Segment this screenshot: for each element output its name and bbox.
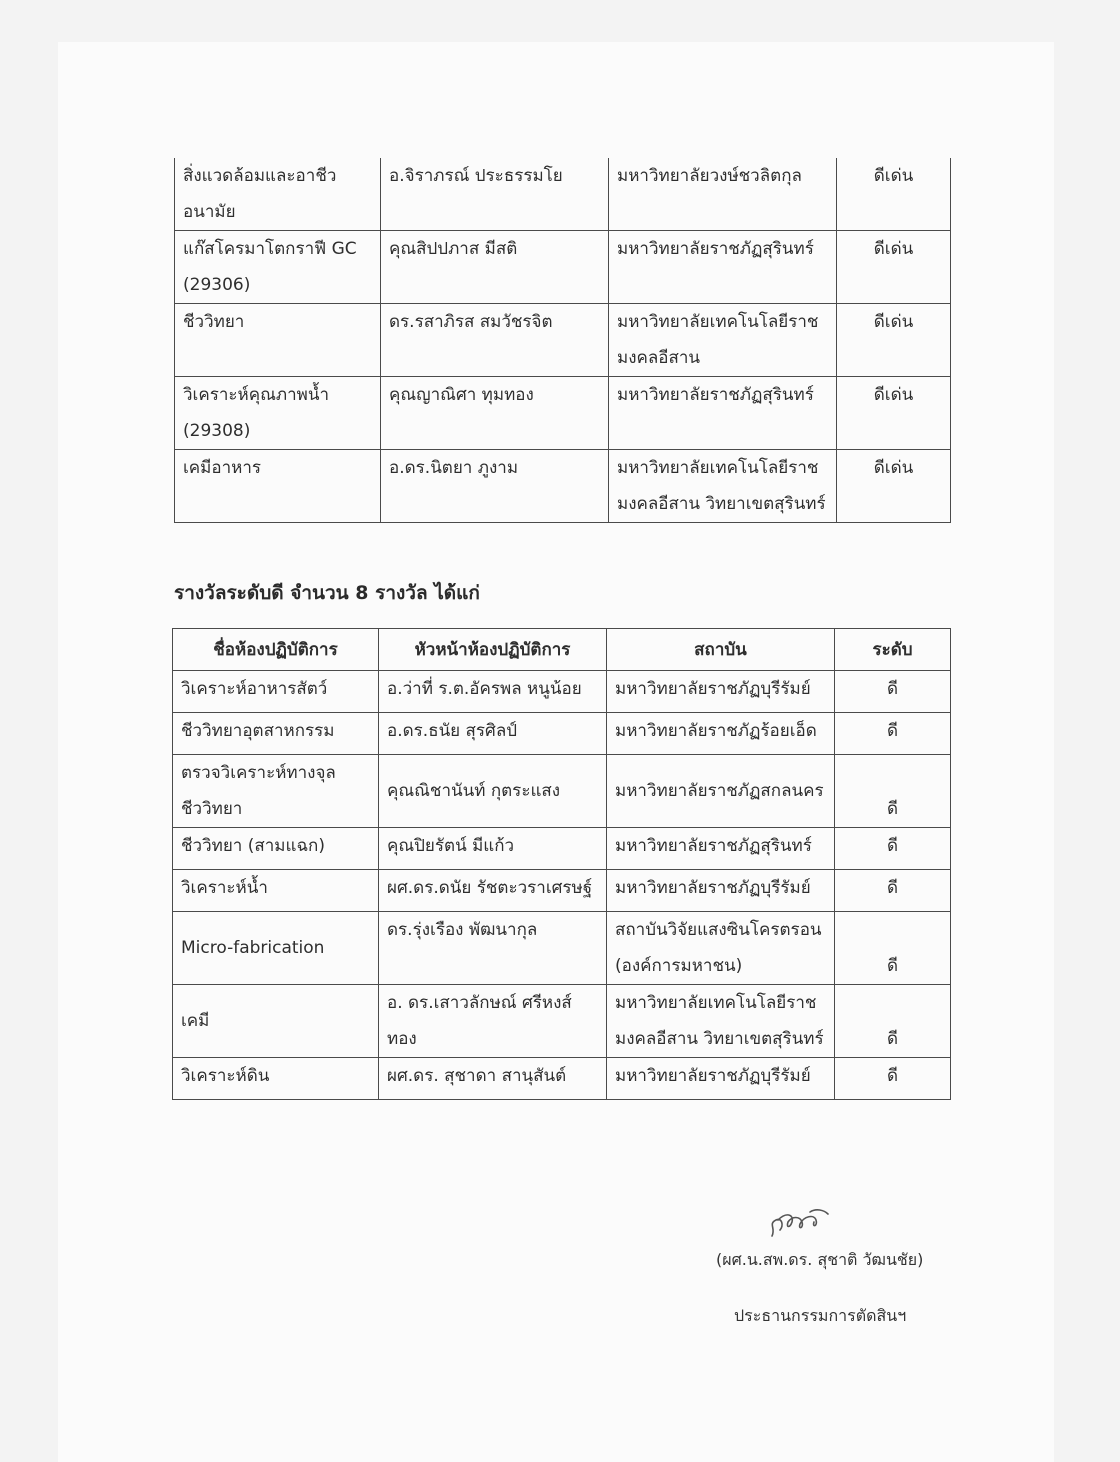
table-row xyxy=(173,1058,951,1100)
institution-cell: มหาวิทยาลัยราชภัฏสกลนคร xyxy=(607,755,835,828)
lab-head-cell: ผศ.ดร. สุชาดา สานุสันต์ xyxy=(379,1058,607,1100)
lab-name-cell: วิเคราะห์คุณภาพน้ำ (29308) xyxy=(175,377,381,450)
award-table-outstanding xyxy=(174,158,951,523)
level-cell: ดี xyxy=(835,755,951,828)
level-cell: ดี xyxy=(835,870,951,912)
lab-name-cell: ชีววิทยา (สามแฉก) xyxy=(173,828,379,870)
lab-head-cell: อ.ว่าที่ ร.ต.อัครพล หนูน้อย xyxy=(379,671,607,713)
level-cell: ดีเด่น xyxy=(837,450,951,523)
institution-cell: มหาวิทยาลัยราชภัฏร้อยเอ็ด xyxy=(607,713,835,755)
handwritten-signature xyxy=(758,1206,838,1242)
column-header-lab: ชื่อห้องปฏิบัติการ xyxy=(173,629,379,671)
institution-cell: มหาวิทยาลัยวงษ์ชวลิตกุล xyxy=(609,158,837,231)
level-cell: ดีเด่น xyxy=(837,158,951,231)
lab-head-cell: ดร.รสาภิรส สมวัชรจิต xyxy=(381,304,609,377)
table-row xyxy=(173,828,951,870)
table-row xyxy=(175,450,951,523)
level-cell: ดี xyxy=(835,985,951,1058)
lab-name-cell: ชีววิทยาอุตสาหกรรม xyxy=(173,713,379,755)
award-table-good xyxy=(172,628,951,1100)
institution-cell: มหาวิทยาลัยราชภัฏบุรีรัมย์ xyxy=(607,1058,835,1100)
signer-title: ประธานกรรมการตัดสินฯ xyxy=(734,1306,907,1325)
lab-head-cell: อ.จิราภรณ์ ประธรรมโย xyxy=(381,158,609,231)
institution-cell: มหาวิทยาลัยเทคโนโลยีราชมงคลอีสาน วิทยาเขตสุรินทร์ xyxy=(609,450,837,523)
lab-name-cell: เคมีอาหาร xyxy=(175,450,381,523)
level-cell: ดีเด่น xyxy=(837,377,951,450)
lab-name-cell: Micro-fabrication xyxy=(173,912,379,985)
level-cell: ดี xyxy=(835,1058,951,1100)
column-header-level: ระดับ xyxy=(835,629,951,671)
table-row xyxy=(173,755,951,828)
signer-name: (ผศ.น.สพ.ดร. สุชาติ วัฒนชัย) xyxy=(716,1250,924,1269)
institution-cell: มหาวิทยาลัยราชภัฏสุรินทร์ xyxy=(607,828,835,870)
lab-name-cell: ตรวจวิเคราะห์ทางจุลชีววิทยา xyxy=(173,755,379,828)
table-row xyxy=(173,912,951,985)
institution-cell: มหาวิทยาลัยราชภัฏสุรินทร์ xyxy=(609,377,837,450)
column-header-head: หัวหน้าห้องปฏิบัติการ xyxy=(379,629,607,671)
lab-head-cell: อ. ดร.เสาวลักษณ์ ศรีหงส์ทอง xyxy=(379,985,607,1058)
level-cell: ดีเด่น xyxy=(837,231,951,304)
section-title: รางวัลระดับดี จำนวน 8 รางวัล ได้แก่ xyxy=(174,582,480,604)
lab-name-cell: ชีววิทยา xyxy=(175,304,381,377)
institution-cell: สถาบันวิจัยแสงซินโครตรอน (องค์การมหาชน) xyxy=(607,912,835,985)
level-cell: ดี xyxy=(835,912,951,985)
lab-head-cell: ดร.รุ่งเรือง พัฒนากุล xyxy=(379,912,607,985)
level-cell: ดีเด่น xyxy=(837,304,951,377)
institution-cell: มหาวิทยาลัยเทคโนโลยีราชมงคลอีสาน xyxy=(609,304,837,377)
table-row xyxy=(175,377,951,450)
institution-cell: มหาวิทยาลัยราชภัฏสุรินทร์ xyxy=(609,231,837,304)
lab-head-cell: คุณญาณิศา ทุมทอง xyxy=(381,377,609,450)
table-row xyxy=(175,231,951,304)
level-cell: ดี xyxy=(835,713,951,755)
institution-cell: มหาวิทยาลัยเทคโนโลยีราชมงคลอีสาน วิทยาเขตสุรินทร์ xyxy=(607,985,835,1058)
lab-head-cell: คุณณิชานันท์ กุตระแสง xyxy=(379,755,607,828)
lab-head-cell: ผศ.ดร.ดนัย รัชตะวราเศรษฐ์ xyxy=(379,870,607,912)
table-row xyxy=(175,158,951,231)
institution-cell: มหาวิทยาลัยราชภัฏบุรีรัมย์ xyxy=(607,870,835,912)
document-page xyxy=(58,42,1054,1462)
lab-head-cell: อ.ดร.ธนัย สุรศิลป์ xyxy=(379,713,607,755)
table-row xyxy=(173,870,951,912)
lab-name-cell: สิ่งแวดล้อมและอาชีวอนามัย xyxy=(175,158,381,231)
table-row xyxy=(175,304,951,377)
lab-name-cell: เคมี xyxy=(173,985,379,1058)
lab-name-cell: แก๊สโครมาโตกราฟี GC (29306) xyxy=(175,231,381,304)
lab-name-cell: วิเคราะห์ดิน xyxy=(173,1058,379,1100)
lab-name-cell: วิเคราะห์อาหารสัตว์ xyxy=(173,671,379,713)
column-header-institution: สถาบัน xyxy=(607,629,835,671)
level-cell: ดี xyxy=(835,671,951,713)
lab-head-cell: อ.ดร.นิตยา ภูงาม xyxy=(381,450,609,523)
table-row xyxy=(173,985,951,1058)
lab-head-cell: คุณสิปปภาส มีสติ xyxy=(381,231,609,304)
table-row xyxy=(173,713,951,755)
level-cell: ดี xyxy=(835,828,951,870)
table-header-row xyxy=(173,629,951,671)
lab-head-cell: คุณปิยรัตน์ มีแก้ว xyxy=(379,828,607,870)
institution-cell: มหาวิทยาลัยราชภัฏบุรีรัมย์ xyxy=(607,671,835,713)
lab-name-cell: วิเคราะห์น้ำ xyxy=(173,870,379,912)
table-row xyxy=(173,671,951,713)
